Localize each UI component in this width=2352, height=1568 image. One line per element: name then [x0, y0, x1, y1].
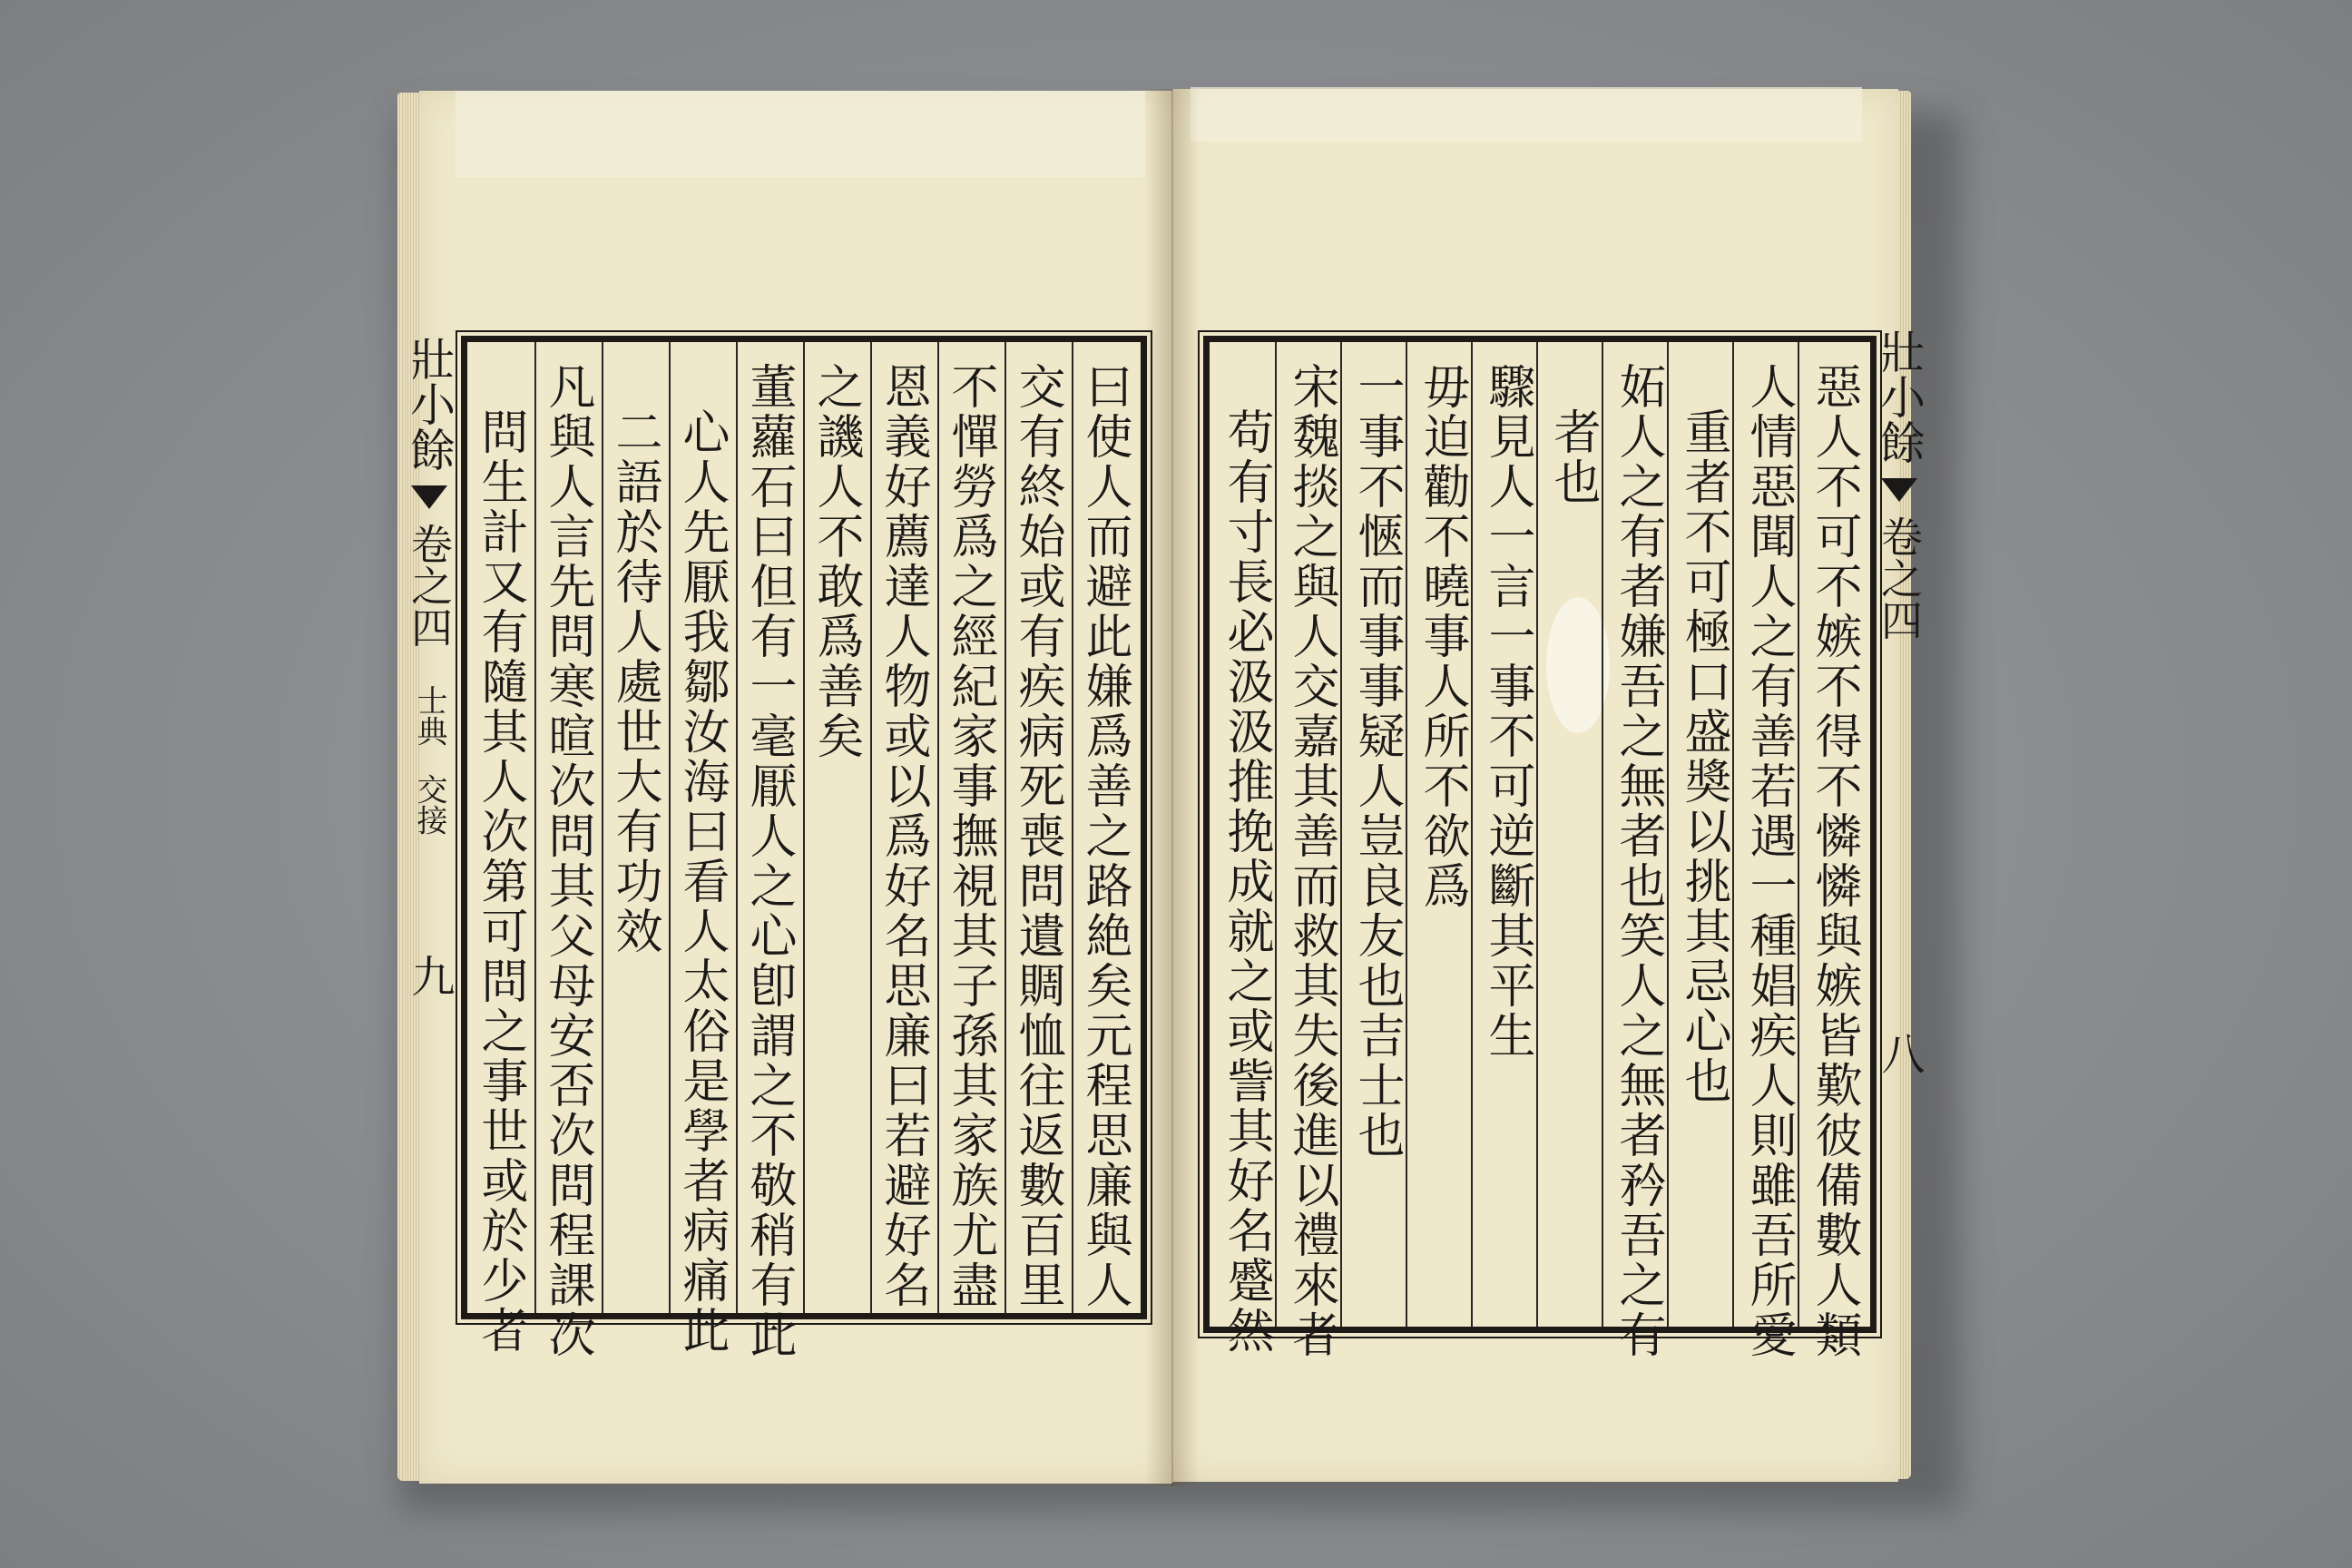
folio-number: 八 — [1874, 1031, 1925, 1075]
subsection-label: 交接 — [411, 773, 447, 836]
text-column-8: 二語於待人處世大有功效 — [607, 407, 662, 956]
text-column-5: 之譏人不敢爲善矣 — [808, 362, 863, 761]
folio-number: 九 — [404, 953, 455, 997]
right-text-frame — [1203, 336, 1877, 1360]
text-column-10: 問生計又有隨其人次第可問之事世或於少者 — [473, 407, 527, 1356]
book-gutter — [1145, 89, 1200, 1486]
text-column-4: 妬人之有者嫌吾之無者也笑人之無者矜吾之有 — [1611, 362, 1665, 1360]
volume-label: 卷之四 — [1875, 515, 1924, 642]
book-title: 壯小餘 — [403, 336, 456, 472]
section-label: 士典 — [411, 684, 447, 747]
text-column-8: 一事不愜而事事疑人豈良友也吉士也 — [1349, 362, 1404, 1161]
text-column-7: 心人先厭我鄒汝海曰看人太俗是學者病痛此 — [674, 407, 729, 1356]
text-column-9: 凡與人言先問寒暄次問其父母安否次問程課次 — [540, 362, 594, 1360]
volume-label: 卷之四 — [405, 523, 454, 649]
text-column-3: 不憚勞爲之經紀家事撫視其子孫其家族尤盡 — [943, 362, 997, 1310]
fish-tail-icon — [411, 485, 447, 509]
left-text-frame — [461, 336, 1147, 1360]
left-page-margin-label — [405, 336, 454, 1334]
right-page-margin-label — [1875, 328, 1924, 1327]
text-column-1: 曰使人而避此嫌爲善之路絶矣元程思廉與人 — [1077, 362, 1132, 1310]
text-column-3: 重者不可極口盛奬以挑其忌心也 — [1676, 407, 1730, 1106]
book-title: 壯小餘 — [1873, 328, 1926, 465]
text-column-4: 恩義好薦達人物或以爲好名思廉曰若避好名 — [876, 362, 930, 1310]
paper-repair-patch — [456, 91, 1145, 177]
fish-tail-icon — [1881, 478, 1917, 502]
text-column-6: 董蘿石曰但有一毫厭人之心卽謂之不敬稍有此 — [741, 362, 796, 1360]
text-column-2: 人情惡聞人之有善若遇一種娼疾人則雖吾所愛 — [1741, 362, 1796, 1360]
text-column-1: 惡人不可不嫉不得不憐憐與嫉皆歎彼備數人類 — [1807, 362, 1861, 1360]
text-column-6: 驟見人一言一事不可逆斷其平生 — [1480, 362, 1534, 1061]
text-column-10: 苟有寸長必汲汲推挽成就之或訾其好名蹙然 — [1219, 407, 1273, 1356]
text-column-2: 交有終始或有疾病死喪問遺賙恤往返數百里 — [1010, 362, 1064, 1310]
text-column-7: 毋迫勸不曉事人所不欲爲 — [1415, 362, 1469, 911]
paper-repair-patch — [1191, 87, 1862, 142]
text-column-5: 者也 — [1545, 407, 1600, 507]
text-column-9: 宋魏掞之與人交嘉其善而救其失後進以禮來者 — [1284, 362, 1338, 1360]
